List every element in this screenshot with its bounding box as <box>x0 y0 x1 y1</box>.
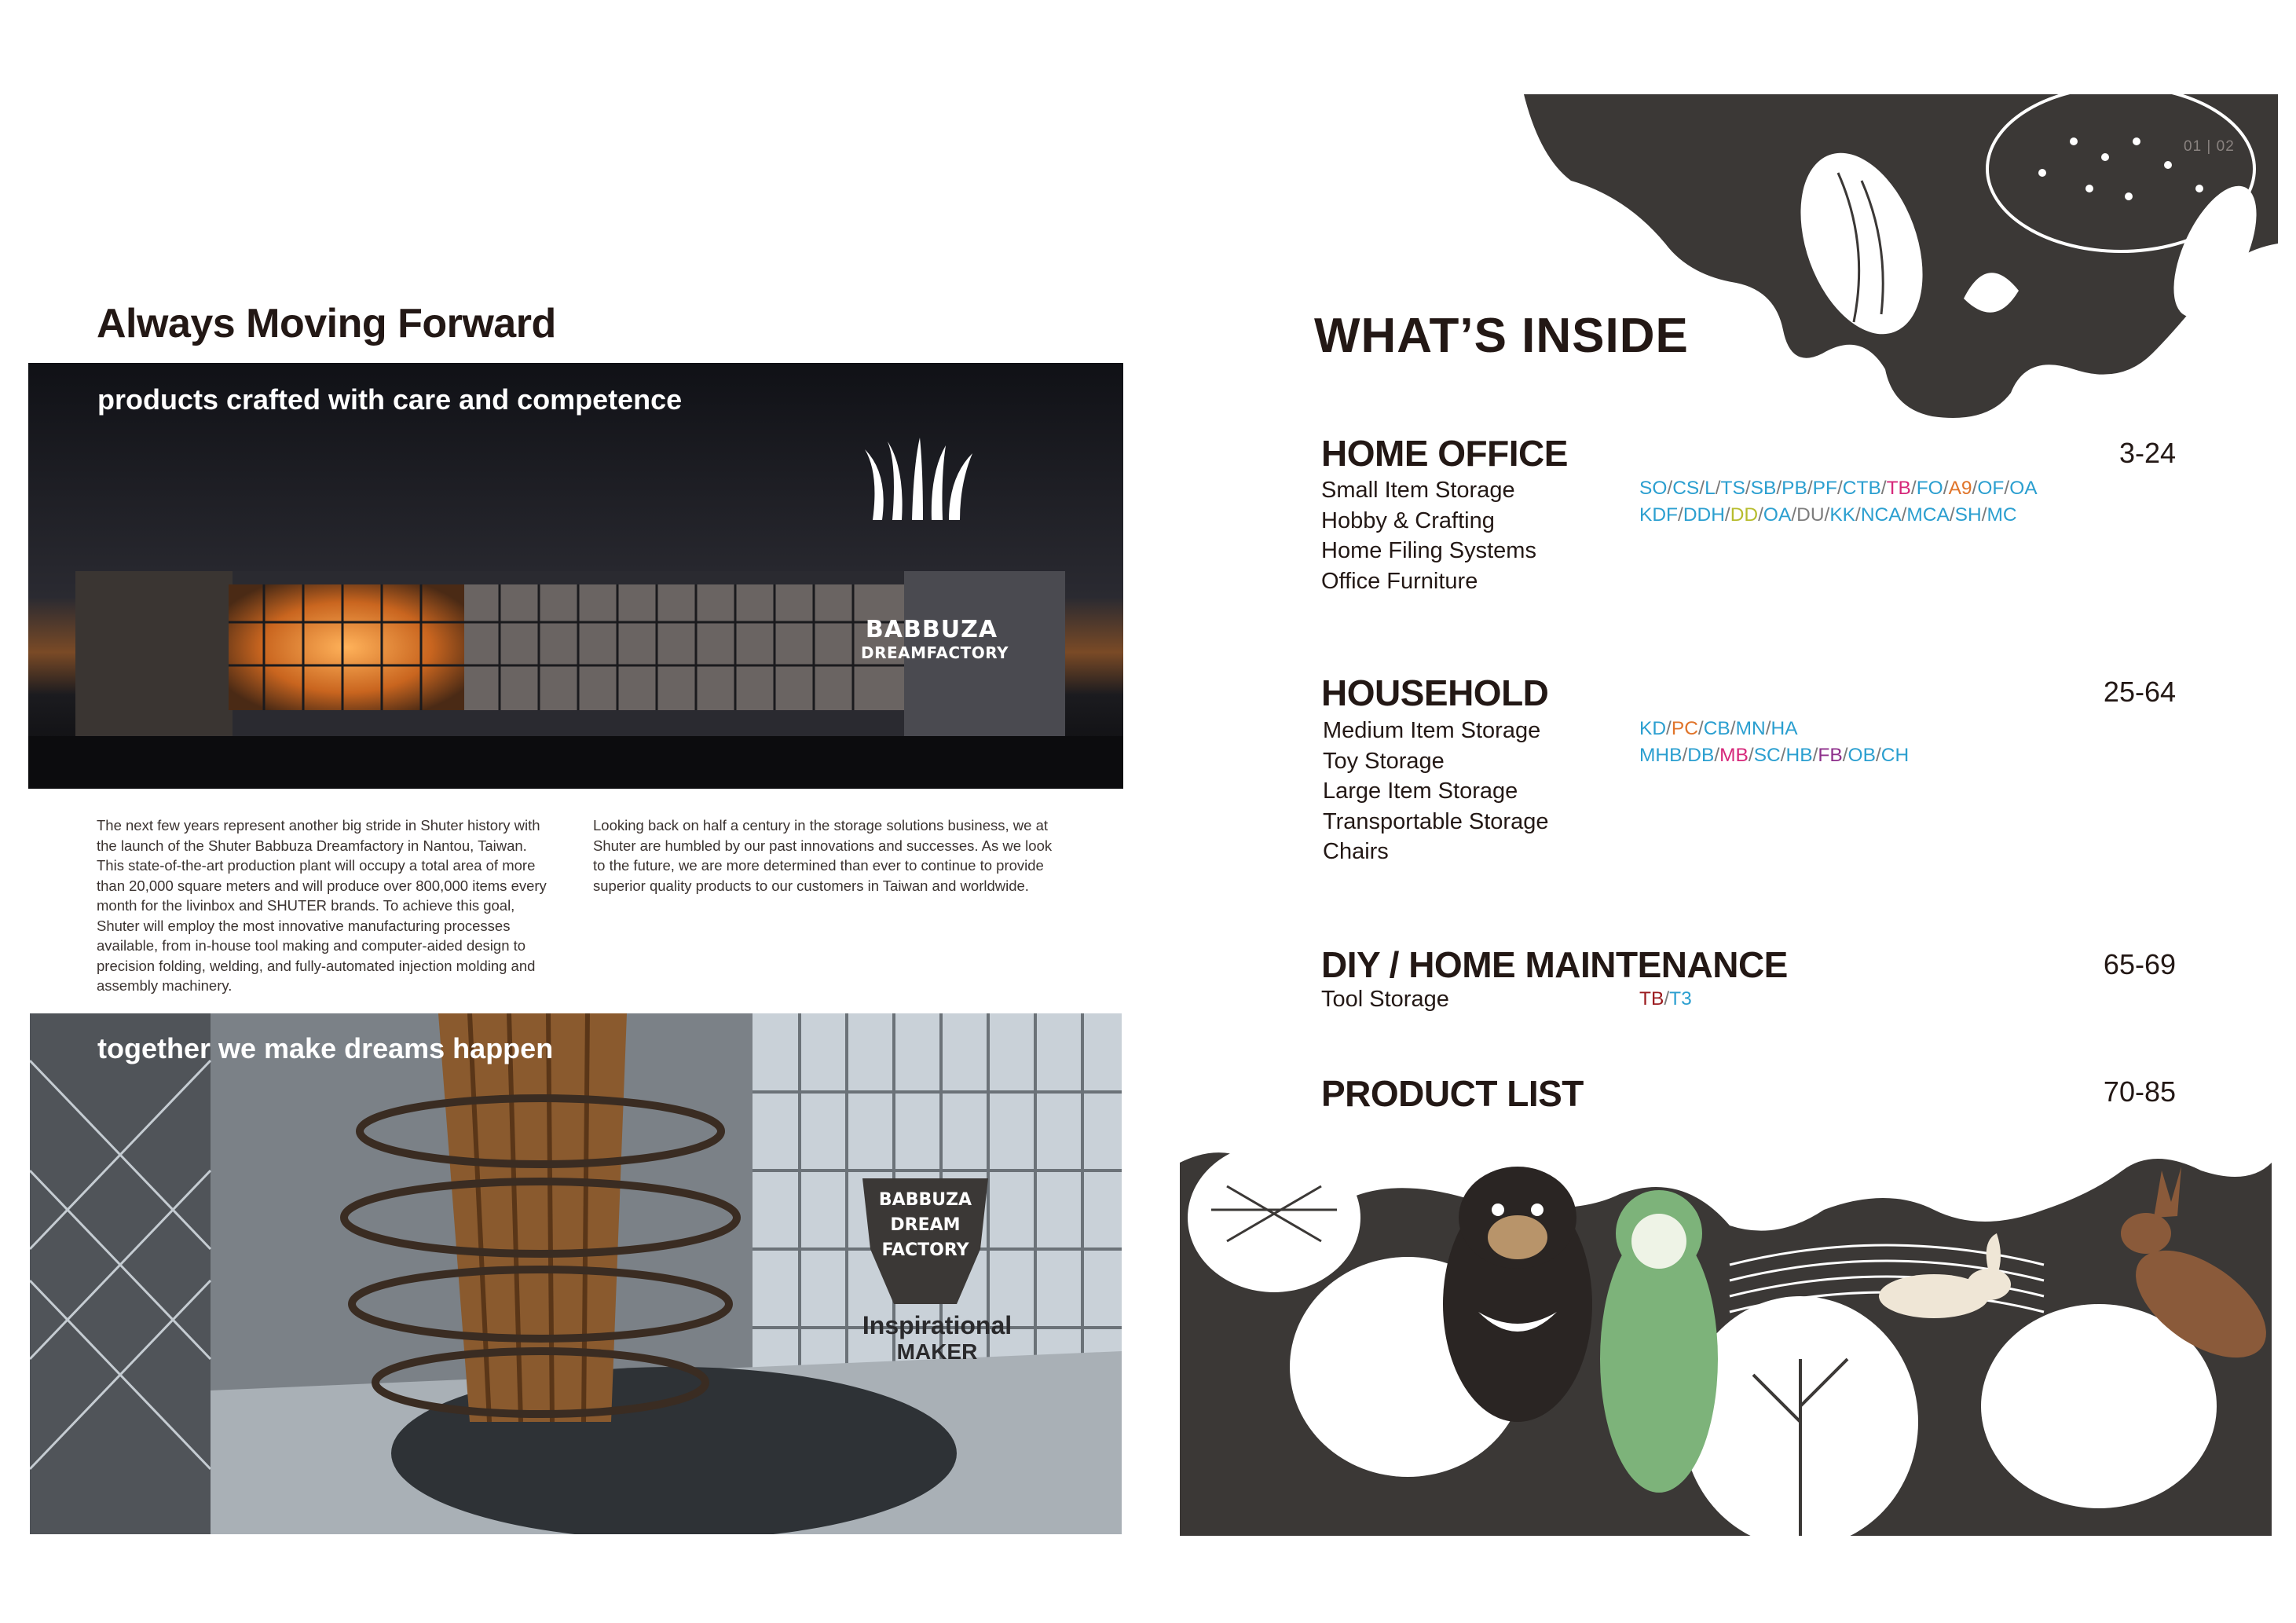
code-separator: / <box>1682 745 1688 766</box>
section-title-diy-home-maintenance: DIY / HOME MAINTENANCE <box>1321 944 1788 985</box>
product-code: OA <box>1763 504 1792 526</box>
code-separator: / <box>1765 718 1771 739</box>
product-code: A9 <box>1948 478 1972 499</box>
code-separator: / <box>1981 504 1987 526</box>
product-code-line <box>1639 716 1909 742</box>
product-code: PC <box>1671 718 1698 739</box>
code-separator: / <box>1664 988 1670 1009</box>
section-pages-household: 25-64 <box>2103 676 2176 708</box>
product-code: DB <box>1687 745 1715 766</box>
product-code: SB <box>1750 478 1777 499</box>
product-code: HA <box>1771 718 1798 739</box>
page-heading: Always Moving Forward <box>97 301 556 346</box>
product-codes-home-office <box>1639 475 2038 529</box>
section-title-household: HOUSEHOLD <box>1321 672 1549 713</box>
tagline-inspirational: Inspirational <box>862 1311 1013 1339</box>
code-separator: / <box>1807 478 1813 499</box>
product-code: T3 <box>1669 988 1692 1009</box>
list-item: Medium Item Storage <box>1323 718 1541 743</box>
code-separator: / <box>1758 504 1763 526</box>
product-code: CH <box>1880 745 1910 766</box>
factory-exterior-illustration <box>28 363 1123 789</box>
code-separator: / <box>1791 504 1797 526</box>
product-code: FO <box>1916 478 1943 499</box>
badge-text-dream: DREAM <box>890 1215 961 1235</box>
product-code: CTB <box>1842 478 1881 499</box>
bear-illustration <box>1443 1167 1592 1422</box>
list-item: Home Filing Systems <box>1321 538 1536 563</box>
section-title-home-office: HOME OFFICE <box>1321 433 1568 474</box>
factory-interior-illustration <box>30 1013 1122 1534</box>
tagline-maker: MAKER <box>896 1339 978 1364</box>
product-code: OF <box>1977 478 2005 499</box>
factory-interior-photo <box>30 1013 1122 1534</box>
product-code: TB <box>1886 478 1911 499</box>
product-codes-household <box>1639 716 1909 769</box>
list-item: Small Item Storage <box>1321 478 1515 503</box>
badge-text-factory: FACTORY <box>881 1240 969 1260</box>
product-code: MB <box>1719 745 1749 766</box>
code-separator: / <box>1943 478 1949 499</box>
product-code: SH <box>1954 504 1982 526</box>
product-code: KK <box>1829 504 1856 526</box>
list-item: Toy Storage <box>1323 748 1445 774</box>
code-separator: / <box>1666 718 1672 739</box>
section-items-diy-home-maintenance <box>1321 984 1449 1015</box>
code-separator: / <box>1730 718 1736 739</box>
code-separator: / <box>1678 504 1683 526</box>
list-item: Large Item Storage <box>1323 779 1518 804</box>
product-code: FB <box>1818 745 1843 766</box>
code-separator: / <box>1714 745 1720 766</box>
code-separator: / <box>1880 478 1887 499</box>
product-code: CB <box>1703 718 1730 739</box>
code-separator: / <box>1875 745 1881 766</box>
product-codes-diy-home-maintenance <box>1639 986 1692 1013</box>
logo-text-dreamfactory: DREAMFACTORY <box>861 643 1009 662</box>
code-separator: / <box>1776 478 1782 499</box>
product-code: MC <box>1987 504 2017 526</box>
code-separator: / <box>1842 745 1848 766</box>
product-code: DD <box>1730 504 1759 526</box>
code-separator: / <box>1780 745 1786 766</box>
section-items-household <box>1323 716 1548 867</box>
product-code: CS <box>1672 478 1700 499</box>
list-item: Office Furniture <box>1321 568 1478 594</box>
code-separator: / <box>1910 478 1917 499</box>
product-code: PF <box>1812 478 1837 499</box>
photo-caption-bottom: together we make dreams happen <box>97 1032 554 1064</box>
product-code: KD <box>1639 718 1667 739</box>
list-item: Hobby & Crafting <box>1321 507 1495 533</box>
bottom-decorative-illustration <box>1180 1123 2272 1536</box>
product-code-line <box>1639 475 2038 502</box>
product-code: MCA <box>1906 504 1950 526</box>
product-code: DDH <box>1683 504 1725 526</box>
product-code: OB <box>1847 745 1876 766</box>
code-separator: / <box>1748 745 1754 766</box>
code-separator: / <box>1699 478 1705 499</box>
product-code: DU <box>1796 504 1825 526</box>
product-code: TB <box>1639 988 1664 1009</box>
section-pages-product-list: 70-85 <box>2103 1075 2176 1108</box>
list-item: Tool Storage <box>1321 987 1449 1012</box>
product-code-line <box>1639 986 1692 1013</box>
code-separator: / <box>1949 504 1955 526</box>
page-number: 01 | 02 <box>2184 138 2235 155</box>
photo-caption-top: products crafted with care and competence <box>97 383 683 416</box>
product-code: PB <box>1782 478 1807 499</box>
code-separator: / <box>1667 478 1673 499</box>
factory-exterior-photo <box>28 363 1123 789</box>
code-separator: / <box>1697 718 1704 739</box>
code-separator: / <box>1745 478 1751 499</box>
product-code: HB <box>1785 745 1813 766</box>
green-character-illustration <box>1600 1190 1718 1493</box>
product-code: KDF <box>1639 504 1678 526</box>
code-separator: / <box>1812 745 1818 766</box>
product-code: MHB <box>1639 745 1683 766</box>
product-code: SO <box>1639 478 1668 499</box>
product-code: L <box>1705 478 1716 499</box>
list-item: Transportable Storage <box>1323 808 1549 834</box>
product-code: TS <box>1720 478 1745 499</box>
top-decorative-illustration <box>1524 94 2278 432</box>
section-pages-home-office: 3-24 <box>2118 437 2176 469</box>
section-items-home-office <box>1321 475 1536 596</box>
code-separator: / <box>1824 504 1830 526</box>
product-code: OA <box>2009 478 2038 499</box>
contents-title: WHAT’S INSIDE <box>1314 309 1689 363</box>
section-title-product-list: PRODUCT LIST <box>1321 1073 1584 1114</box>
logo-text-babbuza: BABBUZA <box>865 616 998 643</box>
list-item: Chairs <box>1323 839 1389 864</box>
code-separator: / <box>1855 504 1861 526</box>
code-separator: / <box>1836 478 1843 499</box>
code-separator: / <box>1901 504 1907 526</box>
product-code-line <box>1639 742 1909 769</box>
code-separator: / <box>1972 478 1978 499</box>
product-code: NCA <box>1860 504 1902 526</box>
product-code-line <box>1639 502 2038 529</box>
product-code: MN <box>1735 718 1766 739</box>
code-separator: / <box>2004 478 2010 499</box>
body-text-column-1: The next few years represent another big stride in Shuter history with the launch of the Shuter Babbuza Dreamfactory in Nantou, Taiwan. This state-of-the-art production plant will occupy a total area of more than 20,000 square meters and will produce over 800,000 items every month for the livinbox and SHUTER brands. To achieve this goal, Shuter will employ the most innovative manufacturing processes available, from in-house tool making and computer-aided design to precision folding, welding, and fully-automated injection molding and assembly machinery. <box>97 817 547 994</box>
section-pages-diy-home-maintenance: 65-69 <box>2103 948 2176 980</box>
code-separator: / <box>1715 478 1721 499</box>
product-code: SC <box>1753 745 1781 766</box>
code-separator: / <box>1724 504 1730 526</box>
badge-text-babbuza: BABBUZA <box>878 1190 972 1210</box>
body-text-column-2: Looking back on half a century in the storage solutions business, we at Shuter are humbled by our past innovations and successes. As we look to the future, we are more determined than ever to continue to provide superior quality products to our customers in Taiwan and worldwide. <box>593 817 1053 894</box>
